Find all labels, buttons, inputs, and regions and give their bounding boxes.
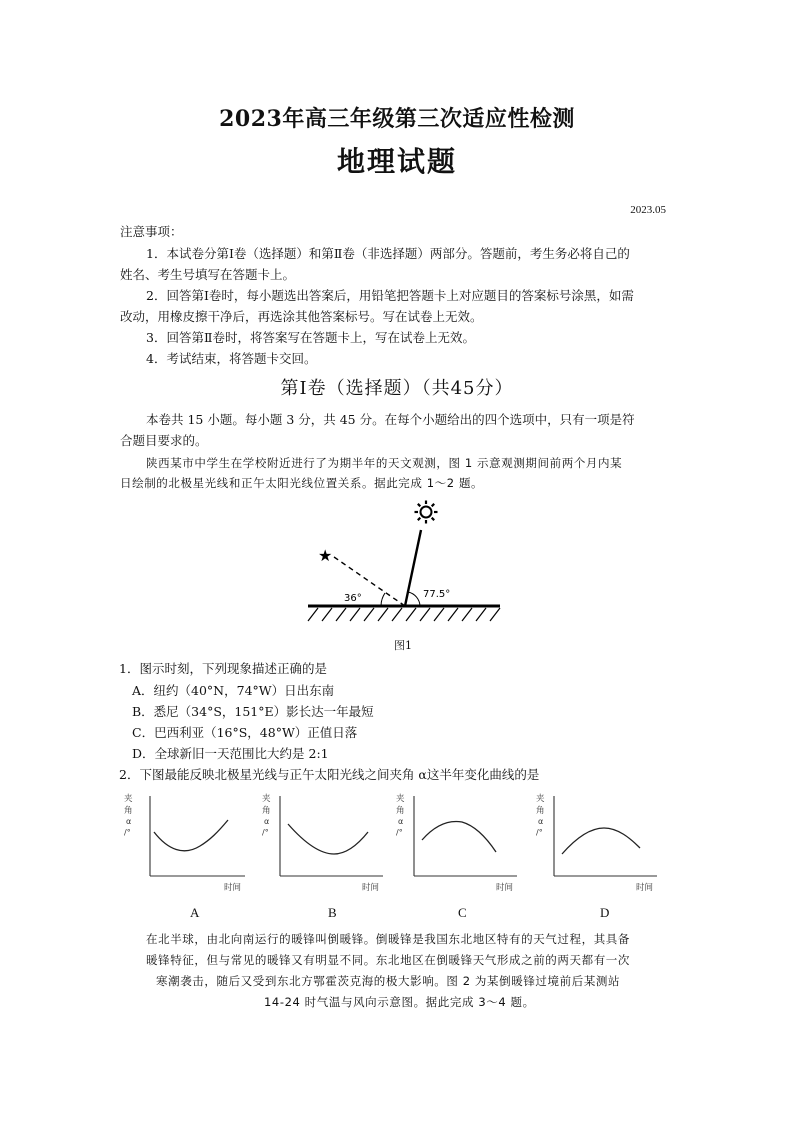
graph-a-ylabel-3: α bbox=[126, 817, 132, 826]
angle-label-left: 36° bbox=[344, 593, 362, 604]
graph-b-ylabel-4: /° bbox=[262, 828, 269, 837]
graph-b-xlabel: 时间 bbox=[362, 883, 380, 893]
exam-date: 2023.05 bbox=[630, 204, 666, 216]
graph-c-xlabel: 时间 bbox=[496, 883, 514, 893]
graph-c-ylabel-4: /° bbox=[396, 828, 403, 837]
graph-d-label: D bbox=[600, 905, 610, 920]
graph-b-ylabel-2: 角 bbox=[262, 806, 271, 816]
question-1-option-c: C．巴西利亚（16°S，48°W）正值日落 bbox=[132, 725, 358, 740]
notice-item-2: 2．回答第Ⅰ卷时，每小题选出答案后，用铅笔把答题卡上对应题目的答案标号涂黑，如需 bbox=[146, 288, 634, 303]
passage-1-line-2: 日绘制的北极星光线和正午太阳光线位置关系。据此完成 1～2 题。 bbox=[120, 476, 484, 490]
ground-hatching bbox=[308, 608, 500, 621]
graph-a-label: A bbox=[190, 905, 200, 920]
question-2-stem: 2．下图最能反映北极星光线与正午太阳光线之间夹角 α这半年变化曲线的是 bbox=[119, 767, 540, 782]
angle-label-right: 77.5° bbox=[423, 589, 451, 600]
graph-a bbox=[120, 788, 250, 896]
notice-item-1-cont: 姓名、考生号填写在答题卡上。 bbox=[120, 267, 296, 282]
graph-b-ylabel-1: 夹 bbox=[262, 794, 271, 804]
section-intro-cont: 合题目要求的。 bbox=[120, 433, 208, 448]
graph-d-xlabel: 时间 bbox=[636, 883, 654, 893]
notice-item-2-cont: 改动，用橡皮擦干净后，再选涂其他答案标号。写在试卷上无效。 bbox=[120, 309, 483, 324]
graph-c-ylabel-1: 夹 bbox=[396, 794, 405, 804]
sun-icon bbox=[415, 501, 438, 524]
question-1-stem: 1．图示时刻，下列现象描述正确的是 bbox=[119, 661, 327, 676]
graph-d-ylabel-4: /° bbox=[536, 828, 543, 837]
notice-item-4: 4．考试结束，将答题卡交回。 bbox=[146, 351, 317, 366]
graph-a-xlabel: 时间 bbox=[224, 883, 242, 893]
graph-b-label: B bbox=[328, 905, 337, 920]
graph-a-ylabel-2: 角 bbox=[124, 806, 133, 816]
question-1-option-d: D．全球新旧一天范围比大约是 2:1 bbox=[132, 746, 329, 761]
graph-c-label: C bbox=[458, 905, 467, 920]
graph-a-ylabel-4: /° bbox=[124, 828, 131, 837]
figure-1-caption: 图1 bbox=[394, 639, 412, 652]
graph-d-ylabel-1: 夹 bbox=[536, 794, 545, 804]
graph-a-curve bbox=[154, 820, 228, 851]
passage-1-line-1: 陕西某市中学生在学校附近进行了为期半年的天文观测，图 1 示意观测期间前两个月内某 bbox=[146, 456, 623, 470]
passage-2-line-1: 在北半球，由北向南运行的暖锋叫倒暖锋。倒暖锋是我国东北地区特有的天气过程，其具备 bbox=[146, 932, 630, 946]
angle-arc-right bbox=[408, 592, 420, 606]
figure-1-diagram bbox=[300, 495, 510, 655]
question-1-option-b: B．悉尼（34°S，151°E）影长达一年最短 bbox=[132, 704, 374, 719]
passage-2-line-3: 寒潮袭击，随后又受到东北方鄂霍茨克海的极大影响。图 2 为某倒暖锋过境前后某测站 bbox=[156, 974, 621, 988]
exam-title: 2023年高三年级第三次适应性检测 bbox=[219, 106, 575, 132]
graph-d-ylabel-3: α bbox=[538, 817, 544, 826]
sun-ray bbox=[405, 530, 421, 606]
notice-heading: 注意事项： bbox=[120, 224, 183, 239]
passage-2-line-4: 14-24 时气温与风向示意图。据此完成 3～4 题。 bbox=[264, 995, 535, 1009]
section-title: 第Ⅰ卷（选择题）（共45分） bbox=[280, 378, 514, 399]
graph-d-ylabel-2: 角 bbox=[536, 806, 545, 816]
question-1-option-a: A．纽约（40°N，74°W）日出东南 bbox=[132, 683, 335, 698]
graph-c-ylabel-3: α bbox=[398, 817, 404, 826]
graph-b-ylabel-3: α bbox=[264, 817, 270, 826]
graph-d bbox=[532, 788, 662, 896]
graph-d-curve bbox=[562, 828, 640, 854]
angle-arc-left bbox=[381, 593, 385, 606]
star-icon: ★ bbox=[318, 546, 333, 565]
graph-b bbox=[258, 788, 388, 896]
notice-item-1: 1．本试卷分第Ⅰ卷（选择题）和第Ⅱ卷（非选择题）两部分。答题前，考生务必将自己的 bbox=[146, 246, 630, 261]
passage-2-line-2: 暖锋特征，但与常见的暖锋又有明显不同。东北地区在倒暖锋天气形成之前的两天都有一次 bbox=[146, 953, 630, 967]
graph-c-ylabel-2: 角 bbox=[396, 806, 405, 816]
graph-c-curve bbox=[422, 822, 496, 852]
graph-b-curve bbox=[288, 824, 368, 854]
exam-subject: 地理试题 bbox=[336, 145, 457, 178]
notice-item-3: 3．回答第Ⅱ卷时，将答案写在答题卡上，写在试卷上无效。 bbox=[146, 330, 475, 345]
graph-a-ylabel-1: 夹 bbox=[124, 794, 133, 804]
graph-c bbox=[392, 788, 522, 896]
section-intro: 本卷共 15 小题。每小题 3 分，共 45 分。在每个小题给出的四个选项中，只有一项是符 bbox=[146, 412, 635, 427]
